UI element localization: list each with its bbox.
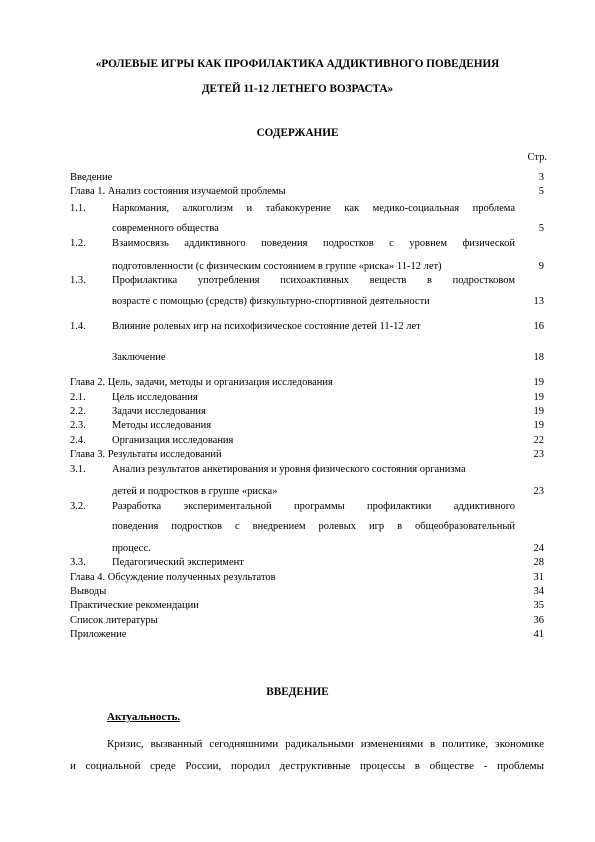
- toc-entry-page: 19: [533, 392, 544, 403]
- toc-entry-text: Глава 3. Результаты исследований: [70, 449, 222, 460]
- toc-entry-text: Разработка экспериментальной программы профилактики аддиктивного: [112, 501, 515, 512]
- toc-entry-page: 34: [533, 586, 544, 597]
- toc-entry-page: 3: [538, 172, 544, 183]
- toc-entry-text: Выводы: [70, 586, 107, 597]
- toc-entry-text: Организация исследования: [112, 435, 234, 446]
- toc-entry-page: 24: [533, 543, 544, 554]
- document-title-line-2: ДЕТЕЙ 11-12 ЛЕТНЕГО ВОЗРАСТА»: [201, 83, 394, 95]
- toc-entry-text: Заключение: [112, 352, 166, 363]
- toc-entry-page: 35: [533, 600, 544, 611]
- toc-entry-text: Список литературы: [70, 615, 158, 626]
- toc-entry-page: 22: [533, 435, 544, 446]
- toc-entry-number: 1.2.: [70, 238, 86, 249]
- toc-entry-number: 3.1.: [70, 464, 86, 475]
- toc-entry-text: Введение: [70, 172, 113, 183]
- toc-entry-text: процесс.: [112, 543, 151, 554]
- toc-entry-number: 2.2.: [70, 406, 86, 417]
- relevance-subheading: Актуальность.: [107, 711, 181, 723]
- intro-paragraph-line: и социальной среде России, породил деструктивные процессы в обществе - проблемы: [70, 760, 544, 772]
- toc-entry-text: Цель исследования: [112, 392, 198, 403]
- toc-entry-number: 3.3.: [70, 557, 86, 568]
- toc-entry-text: Задачи исследования: [112, 406, 206, 417]
- toc-entry-text: Глава 1. Анализ состояния изучаемой проблемы: [70, 186, 286, 197]
- toc-entry-text: Глава 4. Обсуждение полученных результатов: [70, 572, 276, 583]
- toc-entry-text: Приложение: [70, 629, 127, 640]
- toc-page-column-label: Стр.: [527, 152, 547, 163]
- toc-entry-number: 1.1.: [70, 203, 86, 214]
- toc-entry-page: 23: [533, 486, 544, 497]
- toc-entry-text: Педагогический эксперимент: [112, 557, 244, 568]
- toc-entry-text: Глава 2. Цель, задачи, методы и организация исследования: [70, 377, 333, 388]
- intro-paragraph-line: Кризис, вызванный сегодняшними радикальными изменениями в политике, экономике: [107, 738, 544, 750]
- toc-entry-page: 18: [533, 352, 544, 363]
- toc-entry-page: 28: [533, 557, 544, 568]
- toc-entry-text: Анализ результатов анкетирования и уровня физического состояния организма: [112, 464, 466, 475]
- intro-heading: ВВЕДЕНИЕ: [266, 686, 329, 698]
- document-title-line-1: «РОЛЕВЫЕ ИГРЫ КАК ПРОФИЛАКТИКА АДДИКТИВНОГО ПОВЕДЕНИЯ: [95, 58, 500, 70]
- toc-entry-number: 2.1.: [70, 392, 86, 403]
- toc-entry-text: Влияние ролевых игр на психофизическое состояние детей 11-12 лет: [112, 321, 421, 332]
- toc-entry-text: Наркомания, алкоголизм и табакокурение как медико-социальная проблема: [112, 203, 515, 214]
- toc-heading: СОДЕРЖАНИЕ: [256, 127, 339, 139]
- toc-entry-page: 41: [533, 629, 544, 640]
- toc-entry-text: поведения подростков с внедрением ролевых игр в общеобразовательный: [112, 521, 515, 532]
- toc-entry-text: современного общества: [112, 223, 219, 234]
- toc-entry-page: 13: [533, 296, 544, 307]
- toc-entry-page: 36: [533, 615, 544, 626]
- toc-entry-number: 2.3.: [70, 420, 86, 431]
- toc-entry-text: Взаимосвязь аддиктивного поведения подростков с уровнем физической: [112, 238, 515, 249]
- toc-entry-number: 1.3.: [70, 275, 86, 286]
- toc-entry-text: детей и подростков в группе «риска»: [112, 486, 278, 497]
- toc-entry-text: подготовленности (с физическим состоянием в группе «риска» 11-12 лет): [112, 261, 442, 272]
- toc-entry-text: Методы исследования: [112, 420, 212, 431]
- toc-entry-page: 16: [533, 321, 544, 332]
- toc-entry-number: 3.2.: [70, 501, 86, 512]
- toc-entry-text: Практические рекомендации: [70, 600, 199, 611]
- toc-entry-text: Профилактика употребления психоактивных веществ в подростковом: [112, 275, 515, 286]
- toc-entry-page: 5: [538, 223, 544, 234]
- toc-entry-page: 19: [533, 377, 544, 388]
- toc-entry-page: 19: [533, 406, 544, 417]
- toc-entry-page: 9: [538, 261, 544, 272]
- toc-entry-text: возрасте с помощью (средств) физкультурно-спортивной деятельности: [112, 296, 430, 307]
- toc-entry-page: 5: [538, 186, 544, 197]
- toc-entry-number: 1.4.: [70, 321, 86, 332]
- toc-entry-number: 2.4.: [70, 435, 86, 446]
- toc-entry-page: 23: [533, 449, 544, 460]
- toc-entry-page: 19: [533, 420, 544, 431]
- toc-entry-page: 31: [533, 572, 544, 583]
